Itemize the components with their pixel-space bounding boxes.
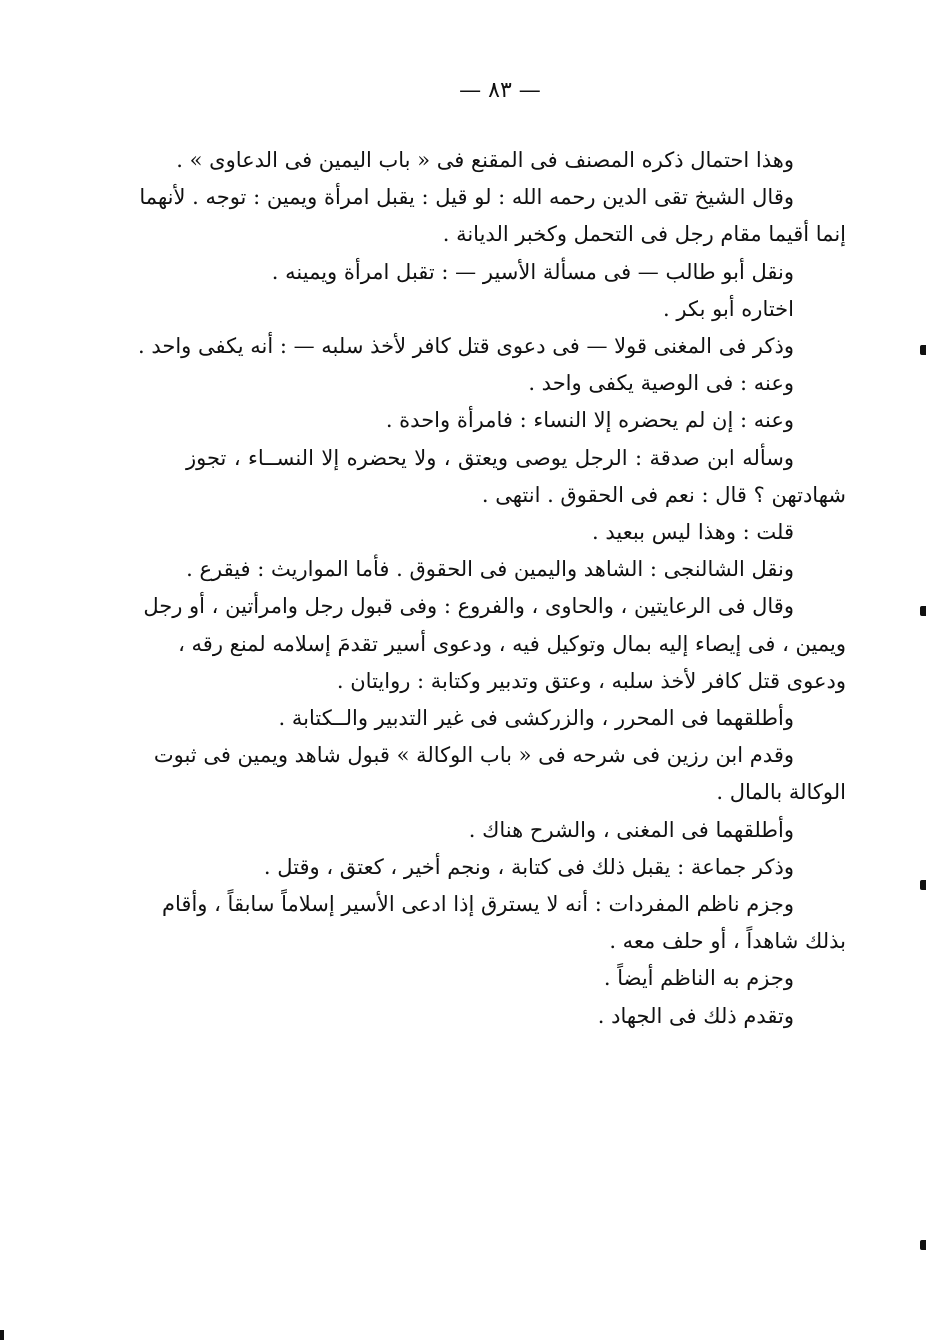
body-text [137,142,846,1035]
text-line: وقال فى الرعايتين ، والحاوى ، والفروع : وفى قبول رجل وامرأتين ، أو رجل [143,594,794,619]
margin-mark [920,345,926,355]
text-line: وجزم ناظم المفردات : أنه لا يسترق إذا ادعى الأسير إسلاماً سابقاً ، وأقام [162,892,794,917]
text-line: وعنه : إن لم يحضره إلا النساء : فامرأة واحدة . [385,408,794,433]
text-line: ويمين ، فى إيصاء إليه بمال وتوكيل فيه ، ودعوى أسير تقدمَ إسلامه لمنع رقه ، [178,631,846,656]
text-line: وجزم به الناظم أيضاً . [603,966,794,991]
margin-mark [920,606,926,616]
text-line: شهادتهن ؟ قال : نعم فى الحقوق . انتهى . [481,482,846,507]
text-line: إنما أقيما مقام رجل فى التحمل وكخبر الديانة . [442,222,846,247]
scan-edge-mark [0,1330,4,1340]
text-line: وعنه : فى الوصية يكفى واحد . [528,371,794,396]
text-line: وقدم ابن رزين فى شرحه فى « باب الوكالة » قبول شاهد ويمين فى ثبوت [153,743,794,768]
margin-mark [920,1240,926,1250]
text-line: الوكالة بالمال . [716,780,846,805]
text-line: ودعوى قتل كافر لأخذ سلبه ، وعتق وتدبير وكتابة : روايتان . [336,668,846,693]
text-line: وهذا احتمال ذكره المصنف فى المقنع فى « باب اليمين فى الدعاوى » . [176,148,794,172]
text-line: وسأله ابن صدقة : الرجل يوصى ويعتق ، ولا يحضره إلا النســاء ، تجوز [186,445,794,470]
margin-mark [920,880,926,890]
text-line: قلت : وهذا ليس ببعيد . [592,520,794,545]
text-line: وذكر فى المغنى قولا — فى دعوى قتل كافر لأخذ سلبه — : أنه يكفى واحد . [137,334,794,359]
text-line: اختاره أبو بكر . [663,296,794,321]
text-line: وذكر جماعة : يقبل ذلك فى كتابة ، ونجم أخير ، كعتق ، وقتل . [263,854,794,879]
page-number: — ٨٣ — [459,78,541,103]
text-line: وأطلقهما فى المغنى ، والشرح هناك . [468,817,794,842]
text-line: وأطلقهما فى المحرر ، والزركشى فى غير التدبير والــكتابة . [278,706,794,731]
text-line: بذلك شاهداً ، أو حلف معه . [609,929,846,954]
text-line: ونقل أبو طالب — فى مسألة الأسير — : تقبل امرأة ويمينه . [271,259,794,284]
text-line: وتقدم ذلك فى الجهاد . [597,1003,794,1028]
text-line: ونقل الشالنجى : الشاهد واليمين فى الحقوق . فأما المواريث : فيقرع . [186,557,794,582]
text-line: وقال الشيخ تقى الدين رحمه الله : لو قيل : يقبل امرأة ويمين : توجه . لأنهما [139,185,794,210]
